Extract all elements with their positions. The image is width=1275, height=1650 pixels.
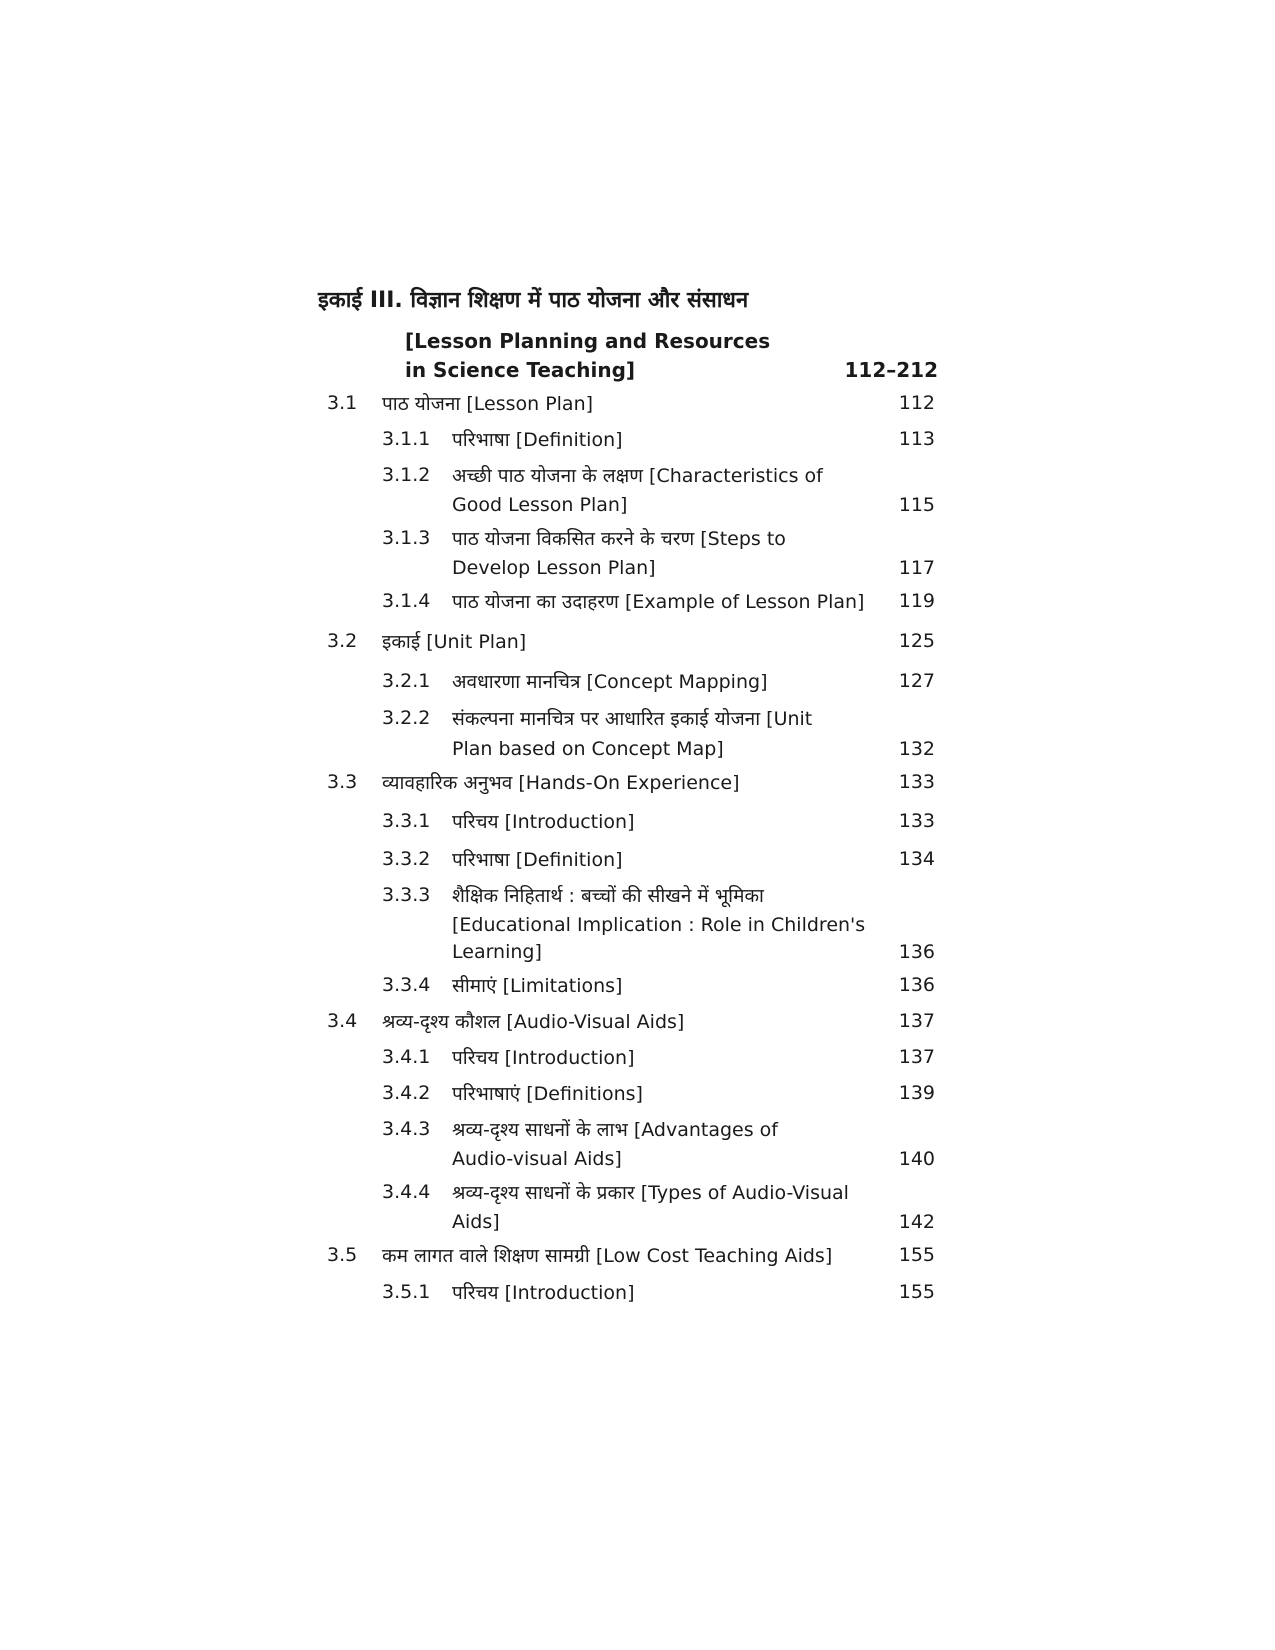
toc-number: 3.4.1 bbox=[382, 1046, 431, 1068]
toc-page-number: 137 bbox=[898, 1046, 935, 1068]
toc-number: 3.4 bbox=[327, 1010, 358, 1032]
toc-page-number: 112 bbox=[898, 392, 935, 414]
toc-number: 3.1.4 bbox=[382, 590, 431, 612]
toc-entry-text-cont: [Educational Implication : Role in Children's bbox=[452, 914, 866, 936]
toc-entry-text: अवधारणा मानचित्र [Concept Mapping] bbox=[452, 671, 768, 693]
toc-entry-text: इकाई [Unit Plan] bbox=[382, 631, 527, 653]
toc-entry-text: परिभाषा [Definition] bbox=[452, 429, 623, 451]
toc-page-number: 127 bbox=[898, 670, 935, 692]
toc-number: 3.5 bbox=[327, 1244, 358, 1266]
toc-number: 3.3.2 bbox=[382, 848, 431, 870]
toc-number: 3.1.1 bbox=[382, 428, 431, 450]
toc-entry-text-cont: Learning] bbox=[452, 941, 542, 963]
toc-entry-text: परिचय [Introduction] bbox=[452, 1282, 635, 1304]
toc-entry-text: श्रव्य-दृश्य साधनों के प्रकार [Types of Audio-Visual bbox=[452, 1182, 849, 1204]
toc-number: 3.1 bbox=[327, 392, 358, 414]
toc-entry-text: परिचय [Introduction] bbox=[452, 811, 635, 833]
toc-entry-text-cont: Audio-visual Aids] bbox=[452, 1148, 622, 1170]
unit-page-range: 112–212 bbox=[844, 358, 938, 382]
toc-page-number: 133 bbox=[898, 810, 935, 832]
toc-number: 3.3.1 bbox=[382, 810, 431, 832]
toc-entry-text: शैक्षिक निहितार्थ : बच्चों की सीखने में भूमिका bbox=[452, 885, 764, 907]
toc-page-number: 155 bbox=[898, 1281, 935, 1303]
toc-number: 3.4.3 bbox=[382, 1118, 431, 1140]
toc-page-number: 115 bbox=[898, 494, 935, 516]
toc-number: 3.2.2 bbox=[382, 707, 431, 729]
toc-page-number: 117 bbox=[898, 557, 935, 579]
toc-page-number: 132 bbox=[898, 738, 935, 760]
toc-page-number: 140 bbox=[898, 1148, 935, 1170]
toc-entry-text: परिभाषा [Definition] bbox=[452, 849, 623, 871]
toc-entry-text-cont: Aids] bbox=[452, 1211, 500, 1233]
toc-page-number: 155 bbox=[898, 1244, 935, 1266]
toc-number: 3.2.1 bbox=[382, 670, 431, 692]
toc-page-number: 139 bbox=[898, 1082, 935, 1104]
toc-entry-text-cont: Plan based on Concept Map] bbox=[452, 738, 724, 760]
toc-entry-text: व्यावहारिक अनुभव [Hands-On Experience] bbox=[382, 772, 740, 794]
toc-entry-text: पाठ योजना [Lesson Plan] bbox=[382, 393, 594, 415]
toc-number: 3.4.2 bbox=[382, 1082, 431, 1104]
toc-number: 3.3.3 bbox=[382, 884, 431, 906]
toc-entry-text: अच्छी पाठ योजना के लक्षण [Characteristics of bbox=[452, 465, 823, 487]
toc-number: 3.2 bbox=[327, 630, 358, 652]
toc-entry-text-cont: Good Lesson Plan] bbox=[452, 494, 628, 516]
toc-number: 3.1.3 bbox=[382, 527, 431, 549]
toc-entry-text: श्रव्य-दृश्य साधनों के लाभ [Advantages of bbox=[452, 1119, 778, 1141]
unit-subtitle-line1: [Lesson Planning and Resources bbox=[405, 329, 771, 353]
toc-entry-text: श्रव्य-दृश्य कौशल [Audio-Visual Aids] bbox=[382, 1011, 685, 1033]
unit-title: इकाई III. विज्ञान शिक्षण में पाठ योजना और संसाधन bbox=[318, 288, 749, 313]
toc-entry-text-cont: Develop Lesson Plan] bbox=[452, 557, 656, 579]
toc-page-number: 134 bbox=[898, 848, 935, 870]
toc-number: 3.5.1 bbox=[382, 1281, 431, 1303]
toc-page-number: 136 bbox=[898, 941, 935, 963]
toc-page-number: 125 bbox=[898, 630, 935, 652]
toc-page-number: 136 bbox=[898, 974, 935, 996]
toc-entry-text: संकल्पना मानचित्र पर आधारित इकाई योजना [Unit bbox=[452, 708, 813, 730]
toc-page-number: 113 bbox=[898, 428, 935, 450]
toc-number: 3.3 bbox=[327, 771, 358, 793]
toc-page-number: 133 bbox=[898, 771, 935, 793]
toc-number: 3.1.2 bbox=[382, 464, 431, 486]
toc-entry-text: पाठ योजना का उदाहरण [Example of Lesson Plan] bbox=[452, 591, 865, 613]
toc-entry-text: कम लागत वाले शिक्षण सामग्री [Low Cost Teaching Aids] bbox=[382, 1245, 833, 1267]
toc-page-number: 142 bbox=[898, 1211, 935, 1233]
toc-entry-text: सीमाएं [Limitations] bbox=[452, 975, 623, 997]
toc-entry-text: पाठ योजना विकसित करने के चरण [Steps to bbox=[452, 528, 786, 550]
toc-page-number: 137 bbox=[898, 1010, 935, 1032]
toc-number: 3.4.4 bbox=[382, 1181, 431, 1203]
toc-number: 3.3.4 bbox=[382, 974, 431, 996]
toc-entry-text: परिभाषाएं [Definitions] bbox=[452, 1083, 643, 1105]
unit-subtitle-line2: in Science Teaching] bbox=[405, 358, 636, 382]
toc-entry-text: परिचय [Introduction] bbox=[452, 1047, 635, 1069]
toc-page-number: 119 bbox=[898, 590, 935, 612]
